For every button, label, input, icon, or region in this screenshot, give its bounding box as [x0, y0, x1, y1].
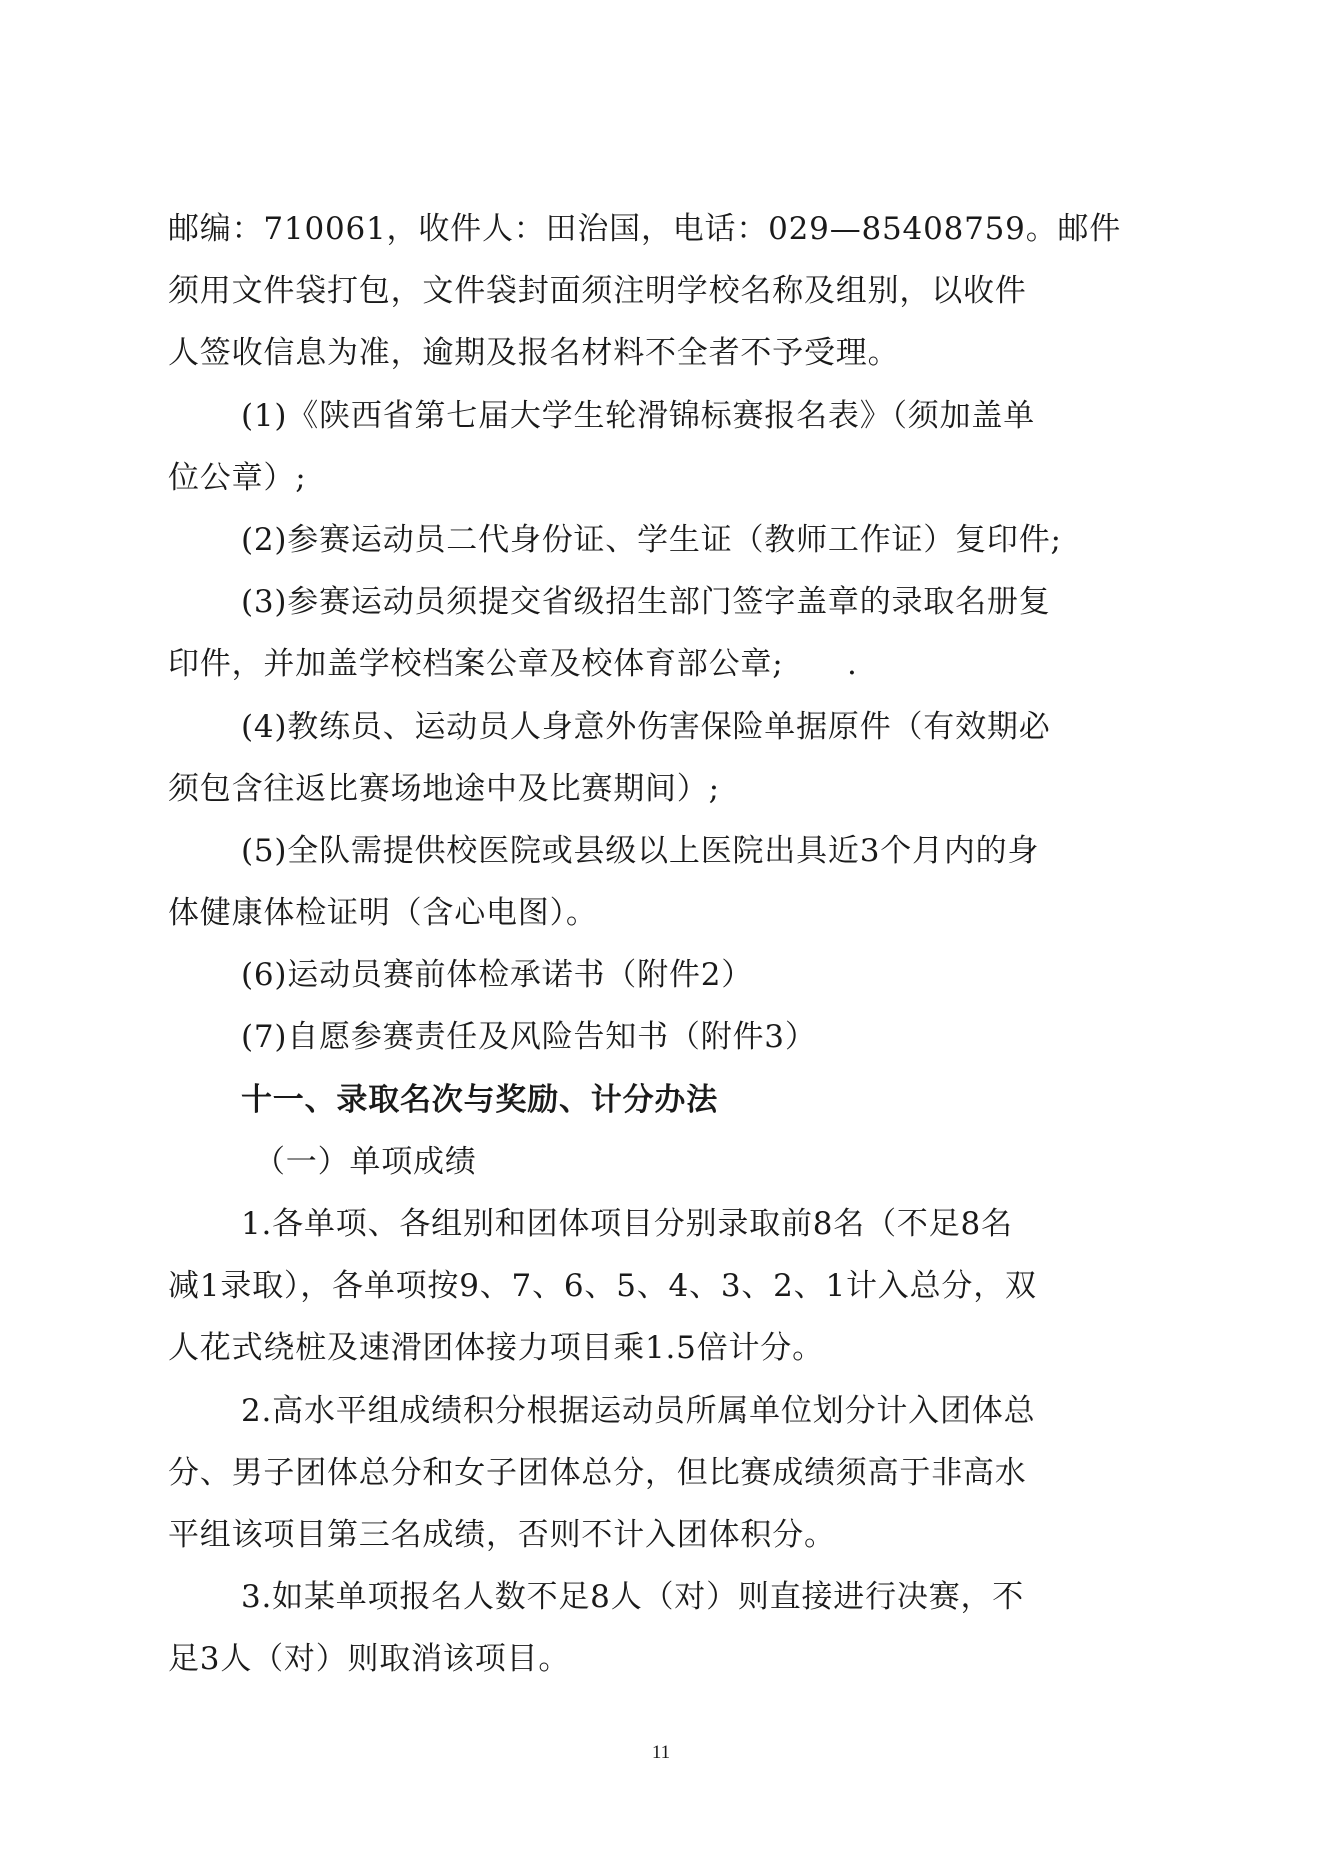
- list-item-1: (1)《陕西省第七届大学生轮滑锦标赛报名表》（须加盖单: [241, 397, 1036, 434]
- list-item-5: (5)全队需提供校医院或县级以上医院出具近3个月内的身: [241, 832, 1040, 869]
- text-line: 分、男子团体总分和女子团体总分，但比赛成绩须高于非高水: [168, 1454, 1027, 1491]
- text-line: 人签收信息为准，逾期及报名材料不全者不予受理。: [168, 335, 900, 372]
- text-line: 印件，并加盖学校档案公章及校体育部公章; .: [168, 646, 858, 683]
- text-line: 人花式绕桩及速滑团体接力项目乘1.5倍计分。: [168, 1330, 824, 1367]
- text-line: 平组该项目第三名成绩，否则不计入团体积分。: [168, 1516, 836, 1553]
- text-line: 须用文件袋打包，文件袋封面须注明学校名称及组别，以收件: [168, 273, 1027, 310]
- text-line: 减1录取），各单项按9、7、6、5、4、3、2、1计入总分，双: [168, 1268, 1037, 1305]
- rule-2: 2.高水平组成绩积分根据运动员所属单位划分计入团体总: [241, 1392, 1036, 1429]
- list-item-6: (6)运动员赛前体检承诺书（附件2）: [241, 957, 754, 994]
- text-line: 须包含往返比赛场地途中及比赛期间）;: [168, 770, 720, 807]
- list-item-2: (2)参赛运动员二代身份证、学生证（教师工作证）复印件;: [241, 521, 1062, 558]
- text-line: 体健康体检证明（含心电图）。: [168, 895, 598, 932]
- text-line: 位公章）;: [168, 459, 307, 496]
- text-line: 邮编：710061，收件人：田治国，电话：029—85408759。邮件: [168, 211, 1122, 247]
- list-item-3: (3)参赛运动员须提交省级招生部门签字盖章的录取名册复: [241, 584, 1051, 621]
- body-text: [168, 198, 1158, 1691]
- list-item-7: (7)自愿参赛责任及风险告知书（附件3）: [241, 1019, 817, 1056]
- section-heading: 十一、录取名次与奖励、计分办法: [241, 1081, 718, 1118]
- page-number: 11: [651, 1742, 671, 1763]
- rule-1: 1.各单项、各组别和团体项目分别录取前8名（不足8名: [241, 1206, 1013, 1242]
- rule-3: 3.如某单项报名人数不足8人（对）则直接进行决赛，不: [241, 1579, 1025, 1616]
- subsection-heading: （一）单项成绩: [254, 1143, 477, 1180]
- list-item-4: (4)教练员、运动员人身意外伤害保险单据原件（有效期必: [241, 708, 1051, 745]
- text-line: 足3人（对）则取消该项目。: [168, 1641, 571, 1678]
